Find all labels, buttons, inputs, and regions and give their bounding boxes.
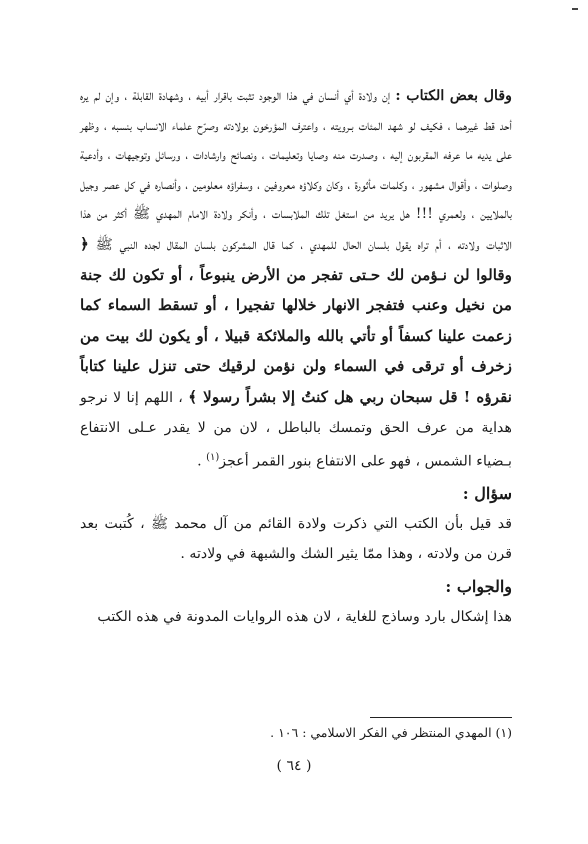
corner-mark [572,8,578,10]
answer-heading: والجواب : [445,576,512,596]
paragraph-1-lead: وقال بعض الكتاب : [395,88,512,104]
question-text: قد قيل بأن الكتب التي ذكرت ولادة القائم من آل محمد ﷺ ، كُتبت بعد قرن من ولادته ، وهذا ممّا يثير الشك والشبهة في ولادته . [80,516,512,563]
question-heading: سؤال : [462,484,512,504]
paragraph-1-text: إن ولادة أي أنسان في هذا الوجود تثبت باقرار أبيه ، وشهادة القابلة ، وإن لم يره أحد قط غيرهما ، فكيف لو شهد المئات بـرويته ، واعترف المؤرخون بولادته وصرّح علماء الانساب بنسبه ، وظهر على يديه ما عرفه المقربون إليه ، وصدرت منه وصايا وتعليمات ، ونصائح وارشادات ، ورسائل وتوجيهات ، وأدعية وصلوات ، وأقوال مشهور ، وكلمات مأثورة ، وكان وكلاؤه معروفين ، وسفراؤه معلومين ، وأنصاره في كل عصر وجيل بالملايين ، ولعمري !!! هل يريد من استغل تلك الملابسات ، وأنكر ولادة الامام المهدي ﷺ أكثر من هذا الاثبات ولادته ، أم تراه يقول بلسان الحال للمهدي ، كما قال المشركون بلسان المقال لجده النبي ﷺ [80,88,512,253]
quran-verse: ﴿ وقالوا لن نـؤمن لك حـتى تفجر من الأرض ينبوعاً ، أو تكون لك جنة من نخيل وعنب فتفجر الانهار خلالها تفجيرا ، أو تسقط السماء كما زعمت علينا كسفاً أو تأتي بالله والملائكة قبيلا ، أو يكون لك بيت من زخرف أو ترقى في السماء ولن نؤمن لرقيك حتى تنزل علينا كتاباً نقرؤه ! قل سبحان ربي هل كنتُ إلا بشراً رسولا ﴾ [80,234,512,406]
page-number: ( ٦٤ ) [276,758,312,774]
paragraph-1-after: ، اللهم إنا لا نرجو هداية من عرف الحق وتمسك بالباطل ، لان من لا يقدر عـلى الانتفاع بـضياء الشمس ، فهو على الانتفاع بنور القمر أعجز [80,389,512,470]
main-text [80,82,512,632]
footnote: (١) المهدي المنتظر في الفكر الاسلامي : ١٠٦ . [270,725,512,740]
answer-text: هذا إشكال بارد وساذج للغاية ، لان هذه الروايات المدونة في هذه الكتب [97,608,512,625]
paragraph-1-end: . [197,453,207,470]
paragraph-1 [80,82,512,477]
footnote-divider [370,717,512,718]
footnote-reference: (١) [206,452,220,464]
